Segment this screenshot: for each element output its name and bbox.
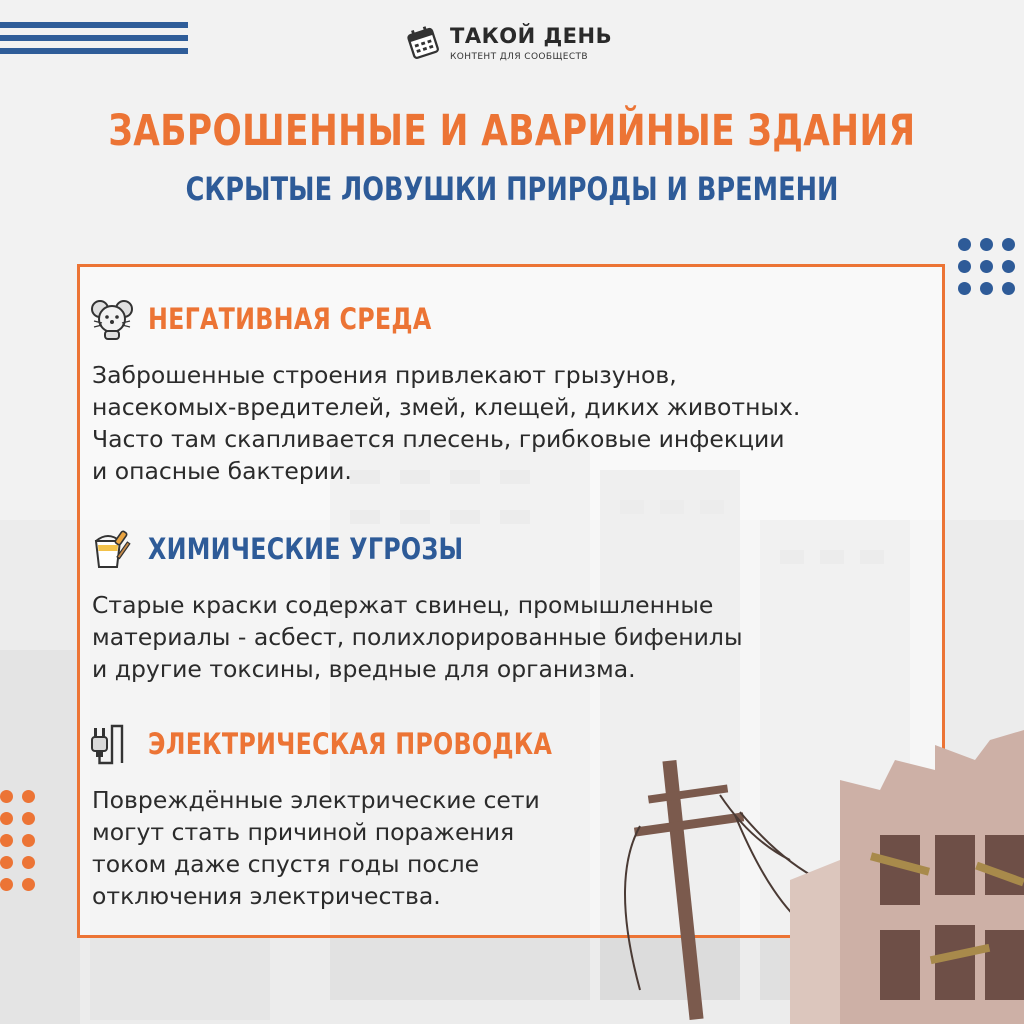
mouse-icon (90, 297, 134, 341)
decorative-stripes (0, 22, 188, 61)
section-chemical-threats (90, 527, 743, 685)
brand-tagline: КОНТЕНТ ДЛЯ СООБЩЕСТВ (450, 52, 588, 62)
info-card (77, 264, 945, 938)
section-heading: ЭЛЕКТРИЧЕСКАЯ ПРОВОДКА (148, 727, 553, 761)
section-negative-environment (90, 297, 800, 487)
section-heading: НЕГАТИВНАЯ СРЕДА (148, 302, 432, 336)
page-title: ЗАБРОШЕННЫЕ И АВАРИЙНЫЕ ЗДАНИЯ (108, 106, 916, 156)
decorative-dots-orange (0, 790, 35, 891)
section-text: Повреждённые электрические сети могут стать причиной поражения током даже спустя годы после отключения электричества. (92, 786, 540, 910)
section-text: Старые краски содержат свинец, промышленные материалы - асбест, полихлорированные бифенилы и другие токсины, вредные для организма. (92, 591, 743, 683)
section-heading: ХИМИЧЕСКИЕ УГРОЗЫ (148, 532, 464, 566)
paint-bucket-icon (90, 527, 134, 571)
plug-icon (90, 722, 134, 766)
decorative-dots-blue (958, 238, 1015, 295)
brand-logo (404, 24, 612, 62)
brand-name: ТАКОЙ ДЕНЬ (450, 24, 613, 48)
calendar-icon (404, 24, 442, 62)
page-subtitle: СКРЫТЫЕ ЛОВУШКИ ПРИРОДЫ И ВРЕМЕНИ (185, 170, 839, 208)
section-electrical-wiring (90, 722, 641, 912)
section-text: Заброшенные строения привлекают грызунов, насекомых-вредителей, змей, клещей, диких животных. Часто там скапливается плесень, грибковые инфекции и опасные бактерии. (92, 361, 801, 485)
